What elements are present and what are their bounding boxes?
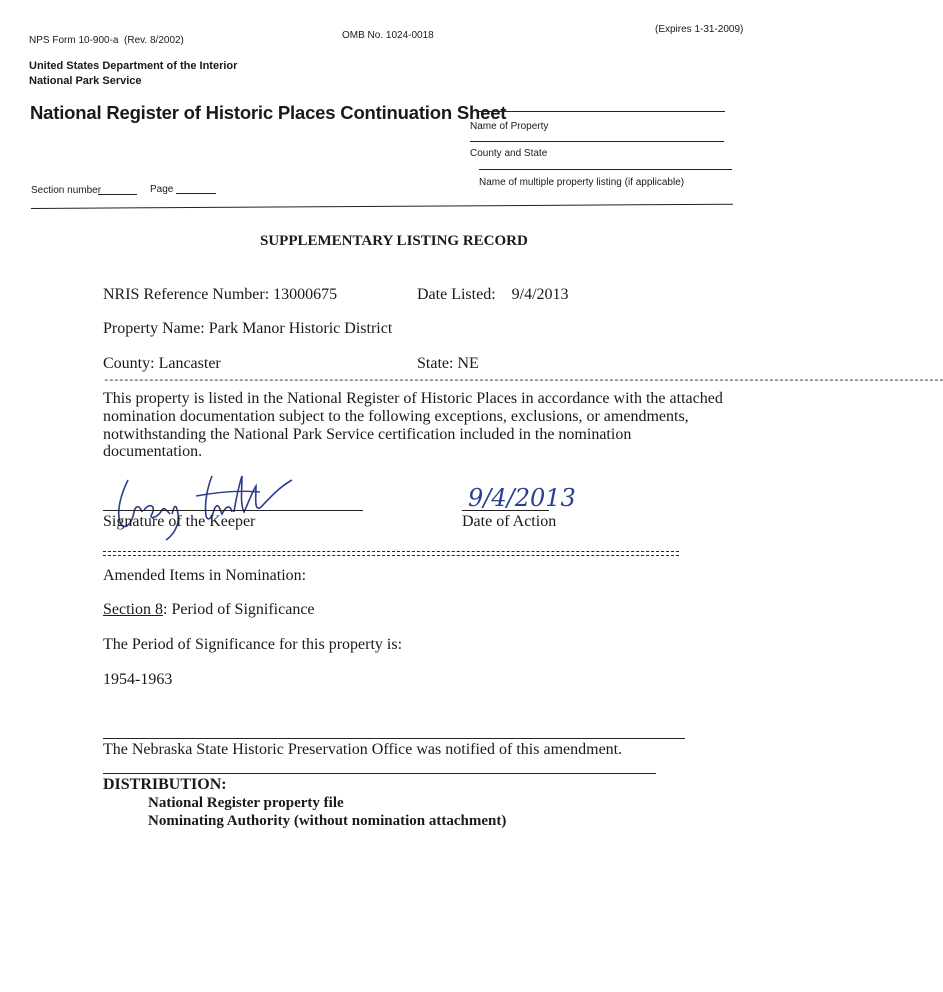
- department-name: United States Department of the Interior: [29, 60, 238, 72]
- date-listed-value: 9/4/2013: [511, 286, 569, 303]
- county-value: Lancaster: [158, 355, 221, 372]
- county: County: Lancaster: [103, 355, 221, 372]
- county-state-label: County and State: [470, 148, 548, 159]
- date-of-action-label: Date of Action: [462, 513, 557, 530]
- header-divider: [31, 204, 733, 209]
- name-of-property-label: Name of Property: [470, 121, 549, 132]
- notification-text: The Nebraska State Historic Preservation Office was notified of this amendment.: [103, 741, 623, 758]
- notification-bottom-line: [103, 773, 656, 774]
- double-divider-top: [103, 551, 679, 552]
- omb-number: OMB No. 1024-0018: [342, 30, 434, 41]
- statement-line-4: documentation.: [103, 443, 203, 460]
- page-label: Page: [150, 184, 174, 195]
- handwritten-date-text: 9/4/2013: [468, 484, 576, 512]
- distribution-item: Nominating Authority (without nomination attachment): [148, 813, 507, 829]
- state: State: NE: [417, 355, 479, 372]
- signature-label: Signature of the Keeper: [103, 513, 256, 530]
- page-title: National Register of Historic Places Continuation Sheet: [30, 102, 507, 123]
- signature-line: [103, 510, 363, 511]
- record-heading: SUPPLEMENTARY LISTING RECORD: [260, 233, 528, 249]
- section-ref: Section 8: [103, 601, 163, 618]
- county-state-line: [470, 141, 724, 142]
- property-name: Property Name: Park Manor Historic District: [103, 320, 393, 337]
- form-number: NPS Form 10-900-a (Rev. 8/2002): [29, 35, 184, 46]
- service-name: National Park Service: [29, 75, 142, 87]
- notification-top-line: [103, 738, 685, 739]
- keeper-signature: [100, 462, 310, 544]
- distribution-heading: DISTRIBUTION:: [103, 776, 227, 793]
- double-divider-bottom: [103, 555, 679, 556]
- date-listed: Date Listed: 9/4/2013: [417, 286, 569, 303]
- expiration-date: (Expires 1-31-2009): [655, 24, 744, 35]
- section-number-label: Section number: [31, 185, 102, 196]
- page-blank: [176, 193, 216, 194]
- multiple-listing-line: [479, 169, 732, 170]
- name-of-property-line: [477, 111, 725, 112]
- distribution-item: National Register property file: [148, 795, 344, 811]
- nris-value: 13000675: [273, 286, 338, 303]
- period-statement: The Period of Significance for this property is:: [103, 636, 403, 653]
- state-value: NE: [457, 355, 479, 372]
- multiple-listing-label: Name of multiple property listing (if applicable): [479, 177, 685, 188]
- statement-line-2: nomination documentation subject to the following exceptions, exclusions, or amendments,: [103, 408, 689, 425]
- amendments-heading: Amended Items in Nomination:: [103, 567, 307, 584]
- date-line: [462, 510, 549, 511]
- dashed-divider: ------------------------------------------------------------------------------------------------------------------------------------------------------------------------: [103, 375, 943, 387]
- section-8-reference: Section 8: Period of Significance: [103, 601, 315, 618]
- statement-line-3: notwithstanding the National Park Service certification included in the nomination: [103, 426, 632, 443]
- property-value: Park Manor Historic District: [208, 320, 393, 337]
- nris-reference: NRIS Reference Number: 13000675: [103, 286, 338, 303]
- period-of-significance: 1954-1963: [103, 671, 173, 688]
- statement-line-1: This property is listed in the National Register of Historic Places in accordance with the attached: [103, 390, 723, 407]
- section-number-blank: [98, 194, 137, 195]
